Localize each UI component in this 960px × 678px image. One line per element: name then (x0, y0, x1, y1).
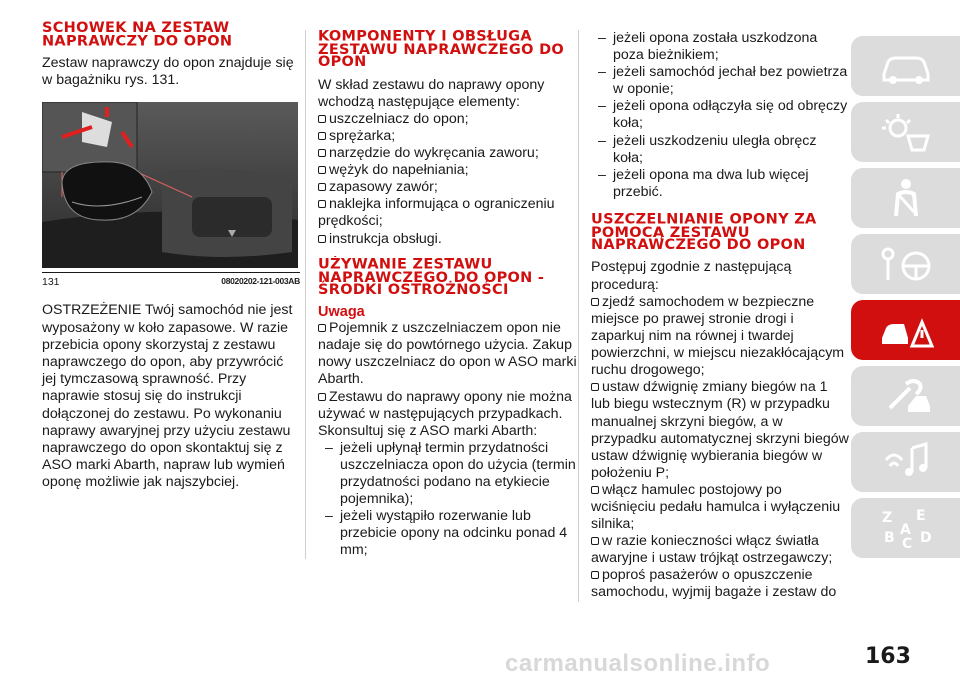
section-heading-precautions: UŻYWANIE ZESTAWU NAPRAWCZEGO DO OPON - ŚRODKI OSTROŻNOŚCI (318, 256, 545, 298)
svg-text:E: E (915, 508, 926, 524)
svg-text:D: D (919, 530, 932, 546)
tab-multimedia[interactable] (851, 432, 960, 492)
key-steering-icon (876, 242, 936, 286)
dash-item: – jeżeli wystąpiło rozerwanie lub przebicie opony na odcinku ponad 4 mm; (325, 508, 568, 559)
bullet-box-icon (318, 200, 326, 208)
chapter-tabs (851, 36, 960, 564)
bullet-box-icon (318, 183, 326, 191)
list-item: wężyk do napełniania; (318, 162, 578, 179)
column-2 (305, 30, 578, 559)
note-paragraph: Zestawu do naprawy opony nie można używać w następujących przypadkach. Skonsultuj się z ASO marki Abarth: (318, 388, 572, 439)
list-item: uszczelniacz do opon; (318, 111, 578, 128)
components-intro: W skład zestawu do naprawy opony wchodzą następujące elementy: (318, 76, 545, 110)
svg-text:B: B (883, 530, 895, 546)
figure-caption (42, 272, 300, 288)
sealing-intro: Postępuj zgodnie z następującą procedurą: (591, 259, 792, 293)
procedure-step: ustaw dźwignię zmiany biegów na 1 lub biegu wstecznym (R) w przypadku manualnej skrzyni biegów, a w przypadku automatycznej skrzyni biegów ustaw dźwignię wybierania biegów w położeniu P; (591, 379, 849, 481)
figure-code: 08020202-121-003AB (221, 276, 300, 287)
storage-intro: Zestaw naprawczy do opon znajduje się w bagażniku rys. 131. (42, 55, 294, 89)
dash-item: – jeżeli opona odłączyła się od obręczy koła; (598, 98, 848, 132)
bullet-box-icon (318, 115, 326, 123)
dash-item: – jeżeli uszkodzeniu uległa obręcz koła; (598, 132, 817, 166)
svg-text:Z: Z (881, 510, 892, 526)
dashboard-lights-icon (876, 110, 936, 154)
bullet-box-icon (318, 324, 326, 332)
section-heading-storage: SCHOWEK NA ZESTAW NAPRAWCZY DO OPON (42, 20, 233, 49)
tab-car-knowledge[interactable] (851, 36, 960, 96)
dash-item: – jeżeli upłynął termin przydatności uszczelniacza opon do użycia (termin przydatności podano na etykiecie pojemnika); (325, 439, 576, 508)
figure-131 (42, 102, 298, 268)
car-icon (876, 44, 936, 88)
bullet-box-icon (318, 393, 326, 401)
procedure-step: poproś pasażerów o opuszczenie samochodu, wyjmij bagaże i zestaw do (591, 567, 837, 601)
section-heading-components: KOMPONENTY I OBSŁUGA ZESTAWU NAPRAWCZEGO DO OPON (318, 29, 565, 70)
bullet-box-icon (591, 486, 599, 494)
warning-text: OSTRZEŻENIE Twój samochód nie jest wyposażony w koło zapasowe. W razie przebicia opony skorzystaj z zestawu naprawczego do opon, aby przywrócić jej tymczasową sprawność. Przy naprawie stosuj się do instrukcji dołączonej do zestawu. Po wykonaniu naprawy awaryjnej przy użyciu zestawu naprawczego do opon skontaktuj się z ASO marki Abarth, napraw lub wymień oponę możliwie jak najszybciej. (42, 302, 293, 491)
procedure-step: włącz hamulec postojowy po wciśnięciu pedału hamulca i wyłączeniu silnika; (591, 481, 841, 533)
trunk-illustration (42, 102, 298, 268)
seatbelt-airbag-icon (876, 176, 936, 220)
tab-index[interactable] (851, 498, 960, 558)
bullet-box-icon (591, 571, 599, 579)
list-item: sprężarka; (318, 128, 578, 145)
note-title: Uwaga (318, 304, 365, 321)
svg-text:C: C (901, 536, 912, 550)
list-item: naklejka informująca o ograniczeniu prędkości; (318, 196, 555, 230)
tab-safety[interactable] (851, 168, 960, 228)
bullet-box-icon (318, 166, 326, 174)
tab-maintenance[interactable] (851, 366, 960, 426)
watermark: carmanualsonline.info (505, 650, 771, 677)
emergency-icon (876, 308, 936, 352)
dash-item: – jeżeli opona została uszkodzona poza bieżnikiem; (598, 30, 818, 64)
list-item: instrukcja obsługi. (318, 231, 578, 248)
dash-item: – jeżeli samochód jechał bez powietrza w oponie; (598, 64, 848, 98)
figure-number: 131 (42, 276, 60, 289)
procedure-step: w razie konieczności włącz światła awaryjne i ustaw trójkąt ostrzegawczy; (591, 533, 833, 567)
tab-starting-driving[interactable] (851, 234, 960, 294)
column-1 (42, 22, 300, 492)
bullet-box-icon (591, 537, 599, 545)
note-paragraph: Pojemnik z uszczelniaczem opon nie nadaje się do powtórnego użycia. Zakup nowy uszczelniacz do opon w ASO marki Abarth. (318, 320, 577, 388)
bullet-box-icon (591, 383, 599, 391)
list-item: narzędzie do wykręcania zaworu; (318, 145, 578, 162)
page-number: 163 (865, 644, 911, 669)
tab-dashboard[interactable] (851, 102, 960, 162)
wrench-car-icon (876, 374, 936, 418)
components-list (318, 111, 578, 248)
bullet-box-icon (591, 298, 599, 306)
section-heading-sealing: USZCZELNIANIE OPONY ZA POMOCĄ ZESTAWU NAPRAWCZEGO DO OPON (591, 212, 817, 253)
index-letters-icon (876, 506, 936, 550)
bullet-box-icon (318, 132, 326, 140)
dash-item: – jeżeli opona ma dwa lub więcej przebić. (598, 166, 809, 200)
multimedia-icon (876, 440, 936, 484)
svg-text:A: A (899, 522, 911, 538)
column-3 (578, 30, 849, 602)
list-item: zapasowy zawór; (318, 179, 578, 196)
bullet-box-icon (318, 149, 326, 157)
procedure-step: zjedź samochodem w bezpieczne miejsce po prawej stronie drogi i zaparkuj nim na równej i twardej powierzchni, w miejscu niezakłócającym ruchu drogowego; (591, 293, 845, 379)
bullet-box-icon (318, 235, 326, 243)
tab-emergency[interactable] (851, 300, 960, 360)
